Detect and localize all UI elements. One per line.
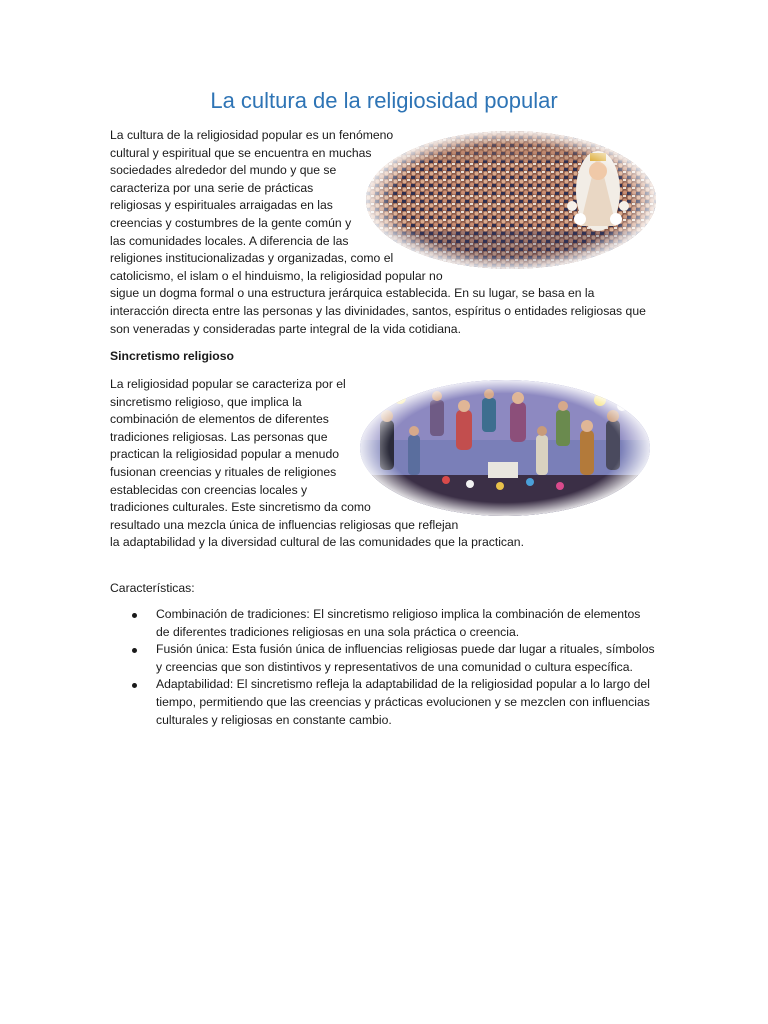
- bullet-icon: [132, 683, 137, 688]
- altar-saints-image: [360, 380, 650, 516]
- features-list: [110, 606, 655, 729]
- list-item-text: Combinación de tradiciones: El sincretismo religioso implica la combinación de elementos de diferentes tradiciones religiosas en una sola práctica o creencia.: [156, 607, 641, 639]
- list-item: [110, 676, 655, 729]
- syncretism-block: [110, 376, 650, 552]
- list-item: [110, 641, 655, 676]
- features-label: Características:: [110, 581, 195, 595]
- section-heading: Sincretismo religioso: [110, 349, 234, 363]
- crowd-illustration: [366, 131, 656, 269]
- intro-paragraph: La cultura de la religiosidad popular es un fenómeno cultural y espiritual que se encuentra en muchas sociedades alrededor del mundo y que se caracteriza por una serie de prácticas religiosas y espirituales arraigadas en las creencias y costumbres de la gente común y las comunidades locales. A diferencia de las religiones institucionalizadas y organizadas, como el catolicismo, el islam o el hinduismo, la religiosidad popular no sigue un dogma formal o una estructura jerárquica establecida. En su lugar, se basa en la interacción directa entre las personas y las divinidades, santos, espíritus o entidades religiosas que son veneradas y consideradas parte integral de la vida cotidiana.: [110, 128, 646, 336]
- crowd-procession-image: [366, 131, 656, 269]
- bullet-icon: [132, 648, 137, 653]
- bullet-icon: [132, 613, 137, 618]
- intro-block: [110, 127, 650, 338]
- syncretism-paragraph: La religiosidad popular se caracteriza por el sincretismo religioso, que implica la combinación de elementos de diferentes tradiciones religiosas. Las personas que practican la religiosidad popular a menudo fusionan creencias y rituales de religiones establecidas con creencias locales y tradiciones culturales. Este sincretismo da como resultado una mezcla única de influencias religiosas que reflejan la adaptabilidad y la diversidad cultural de las comunidades que la practican.: [110, 377, 524, 550]
- list-item: [110, 606, 655, 641]
- list-item-text: Adaptabilidad: El sincretismo refleja la adaptabilidad de la religiosidad popular a lo largo del tiempo, permitiendo que las creencias y prácticas evolucionen y se mezclen con influencias culturales y religiosas en constante cambio.: [156, 677, 650, 727]
- page-title: La cultura de la religiosidad popular: [210, 88, 558, 113]
- altar-illustration: [360, 380, 650, 516]
- list-item-text: Fusión única: Esta fusión única de influencias religiosas puede dar lugar a rituales, símbolos y creencias que son distintivos y representativos de una comunidad o cultura específica.: [156, 642, 655, 674]
